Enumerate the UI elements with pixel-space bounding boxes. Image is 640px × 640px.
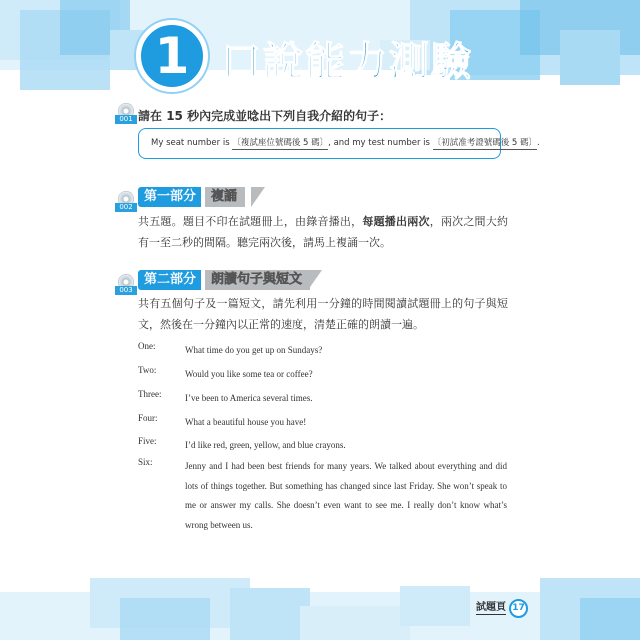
item-label: Two:: [138, 365, 157, 375]
item-label: One:: [138, 341, 156, 351]
test-number-blank: 〔初試准考證號碼後 5 碼〕: [432, 138, 538, 148]
section-header-part2: [138, 270, 338, 290]
section-label: 第一部分: [138, 187, 202, 207]
footer-decoration: [0, 578, 640, 640]
chapter-number-badge: 1: [136, 20, 208, 92]
intro-instruction: 請在 15 秒內完成並唸出下列自我介紹的句子：: [138, 109, 392, 123]
item-label: Four:: [138, 413, 158, 423]
section-title: 朗讀句子與短文: [205, 270, 310, 290]
section-label: 第二部分: [138, 270, 202, 290]
part1-instructions: 共五題。題目不印在試題冊上，由錄音播出，每題播出兩次，兩次之間大約有一至二秒的間隔。聽完兩次後，請馬上複誦一次。: [138, 215, 508, 249]
audio-cd-icon[interactable]: [115, 274, 137, 300]
item-label: Six:: [138, 457, 153, 467]
audio-cd-icon[interactable]: [115, 191, 137, 217]
item-text: Would you like some tea or coffee?: [185, 369, 313, 379]
self-intro-box: My seat number is 〔複試座位號碼後 5 碼〕, and my test number is 〔初試准考證號碼後 5 碼〕.: [138, 128, 501, 159]
track-number: 001: [115, 115, 137, 124]
seat-number-blank: 〔複試座位號碼後 5 碼〕: [232, 138, 329, 148]
chapter-title: 口說能力測驗: [221, 39, 473, 85]
track-number: 002: [115, 203, 137, 212]
item-text: I’ve been to America several times.: [185, 393, 313, 403]
item-text: What a beautiful house you have!: [185, 417, 307, 427]
track-number: 003: [115, 286, 137, 295]
page-type-label: 試題頁: [476, 602, 506, 613]
section-title: 複誦: [205, 187, 245, 207]
section-header-part1: [138, 187, 268, 207]
part2-instructions: 共有五個句子及一篇短文，請先利用一分鐘的時間閱讀試題冊上的句子與短文，然後在一分鐘內以正常的速度，清楚正確的朗讀一遍。: [138, 297, 508, 331]
item-label: Five:: [138, 436, 157, 446]
item-label: Three:: [138, 389, 162, 399]
page-number: 17: [509, 599, 528, 618]
audio-cd-icon[interactable]: [115, 103, 137, 129]
item-text: I’d like red, green, yellow, and blue crayons.: [185, 440, 346, 450]
item-text: Jenny and I had been best friends for many years. We talked about everything and did lots of things together. But something has changed since last Friday. She won’t speak to me or answer my calls. She doesn’t even want to see me. I really don’t know what’s wrong between us.: [185, 461, 507, 530]
item-text: What time do you get up on Sundays?: [185, 345, 323, 355]
